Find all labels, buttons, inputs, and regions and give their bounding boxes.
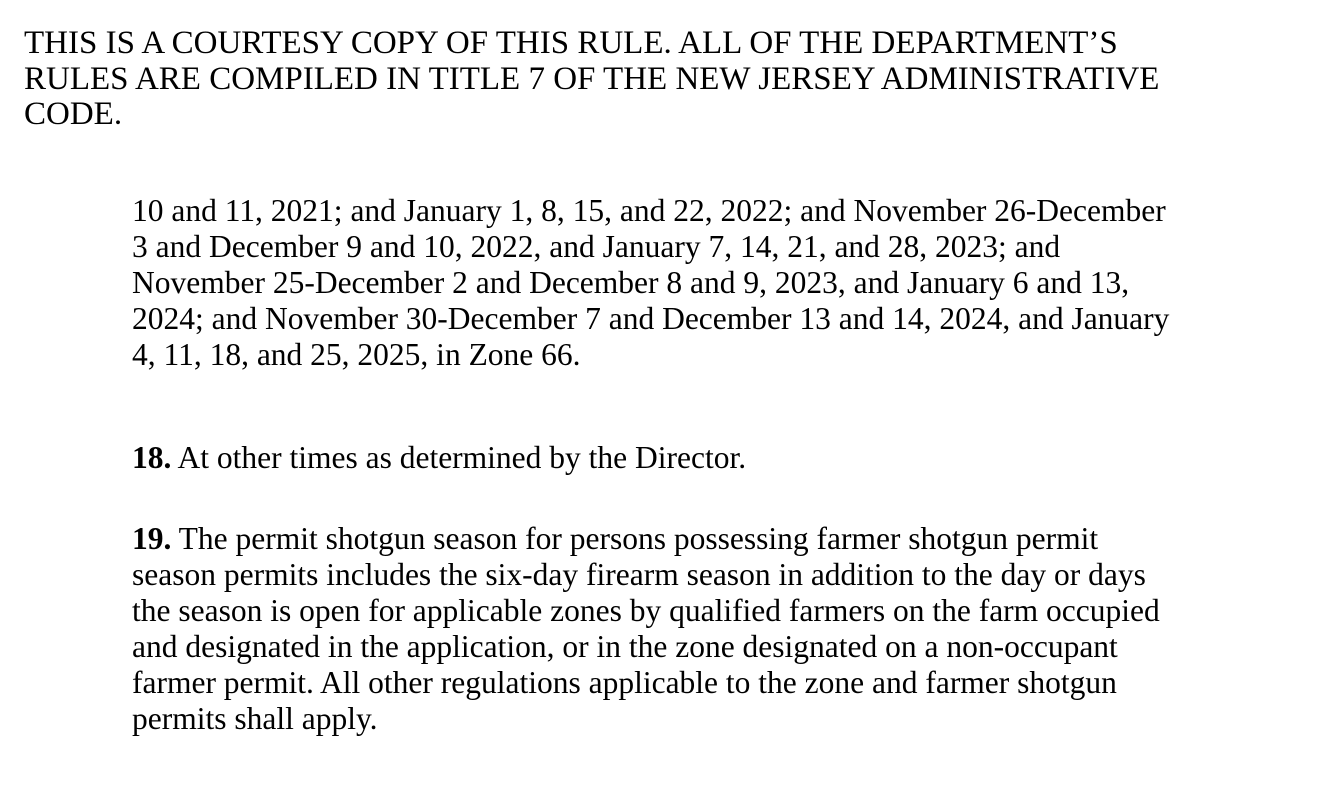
paragraph-line: 4, 11, 18, and 25, 2025, in Zone 66.: [132, 337, 581, 372]
paragraph-line: [132, 521, 1332, 557]
item-18-paragraph: [132, 440, 1332, 476]
item-text: The permit shotgun season for persons possessing farmer shotgun permit: [171, 521, 1099, 556]
courtesy-copy-notice: [24, 26, 1324, 133]
paragraph-line: season permits includes the six-day firearm season in addition to the day or days: [132, 557, 1146, 592]
paragraph-line: and designated in the application, or in the zone designated on a non-occupant: [132, 629, 1118, 664]
notice-line: CODE.: [24, 96, 123, 132]
paragraph-line: the season is open for applicable zones by qualified farmers on the farm occupied: [132, 593, 1160, 628]
paragraph-line: November 25-December 2 and December 8 and 9, 2023, and January 6 and 13,: [132, 265, 1130, 300]
paragraph-line: 10 and 11, 2021; and January 1, 8, 15, and 22, 2022; and November 26-December: [132, 193, 1166, 228]
item-19-paragraph: [132, 521, 1332, 737]
notice-line: THIS IS A COURTESY COPY OF THIS RULE. ALL OF THE DEPARTMENT’S: [24, 25, 1118, 61]
continuation-paragraph: [132, 193, 1332, 373]
item-text: At other times as determined by the Director.: [171, 440, 747, 475]
paragraph-line: farmer permit. All other regulations applicable to the zone and farmer shotgun: [132, 665, 1117, 700]
notice-line: RULES ARE COMPILED IN TITLE 7 OF THE NEW JERSEY ADMINISTRATIVE: [24, 60, 1160, 97]
paragraph-line: 3 and December 9 and 10, 2022, and January 7, 14, 21, and 28, 2023; and: [132, 229, 1061, 264]
paragraph-line: permits shall apply.: [132, 701, 378, 736]
item-number: 18.: [132, 440, 172, 475]
paragraph-line: 2024; and November 30-December 7 and December 13 and 14, 2024, and January: [132, 301, 1170, 336]
item-number: 19.: [132, 521, 172, 556]
paragraph-line: [132, 440, 1332, 476]
